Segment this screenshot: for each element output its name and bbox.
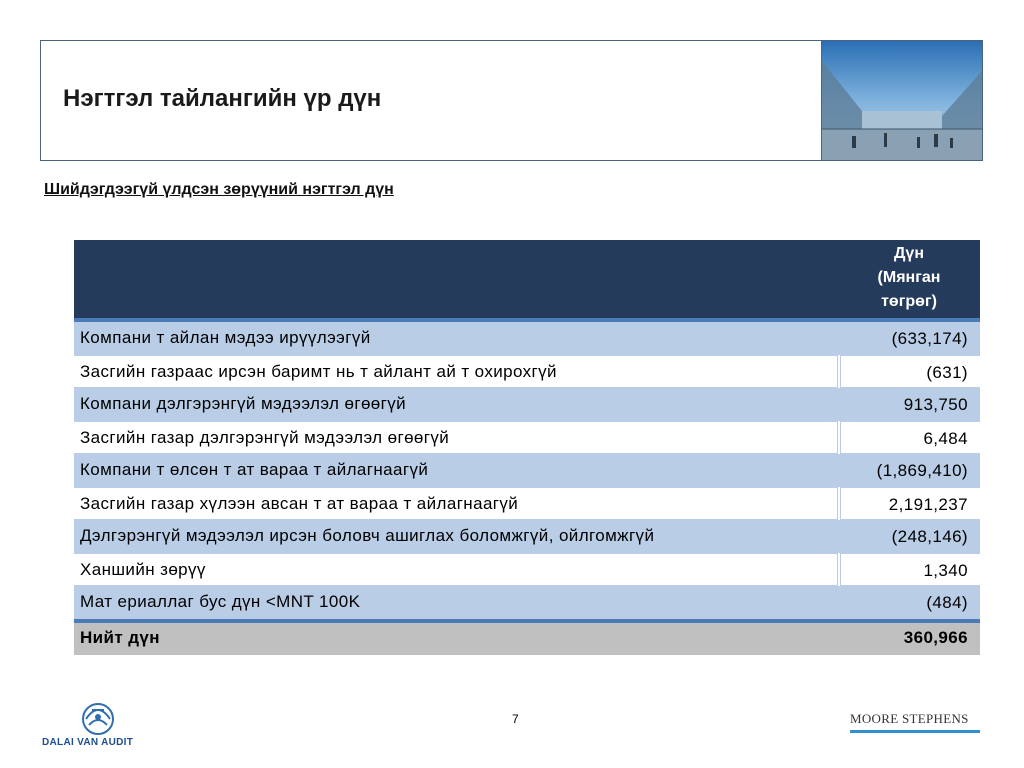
row-value: (631) xyxy=(840,355,980,388)
row-label: Ханшийн зөрүү xyxy=(74,553,838,586)
row-value: (1,869,410) xyxy=(840,454,980,487)
table-row xyxy=(74,454,980,487)
row-value: (633,174) xyxy=(840,322,980,355)
row-label: Дэлгэрэнгүй мэдээлэл ирсэн боловч ашиглах боломжгүй, ойлгомжгүй xyxy=(74,520,840,553)
emblem-icon xyxy=(42,697,154,737)
skyline-photo xyxy=(821,41,982,160)
row-value: 913,750 xyxy=(840,388,980,421)
row-label: Засгийн газар хүлээн авсан т ат вараа т айлагнаагүй xyxy=(74,487,838,520)
total-label: Нийт дүн xyxy=(74,623,840,655)
row-value: 1,340 xyxy=(840,553,980,586)
table-row xyxy=(74,322,980,355)
amount-header-line: төгрөг) xyxy=(881,293,937,310)
slide-title: Нэгтгэл тайлангийн үр дүн xyxy=(63,85,382,112)
table-row xyxy=(74,421,980,454)
logo-underline xyxy=(850,730,980,733)
page-number: 7 xyxy=(512,712,519,726)
table-row xyxy=(74,553,980,586)
table-row xyxy=(74,487,980,520)
row-value: 6,484 xyxy=(840,421,980,454)
row-value: 2,191,237 xyxy=(840,487,980,520)
table-row xyxy=(74,586,980,619)
row-label: Компани т айлан мэдээ ирүүлээгүй xyxy=(74,322,840,355)
row-value: (248,146) xyxy=(840,520,980,553)
dalai-van-audit-logo xyxy=(42,697,154,751)
amount-header-line: Дүн xyxy=(894,245,924,262)
row-label: Засгийн газраас ирсэн баримт нь т айлант ай т охирохгүй xyxy=(74,355,838,388)
table-row xyxy=(74,520,980,553)
row-label: Компани дэлгэрэнгүй мэдээлэл өгөөгүй xyxy=(74,388,840,421)
total-value: 360,966 xyxy=(840,623,980,655)
amount-header-line: (Мянган xyxy=(877,269,941,286)
row-value: (484) xyxy=(840,586,980,619)
table-row xyxy=(74,388,980,421)
amount-column-header xyxy=(838,242,980,314)
right-logo-text: MOORE STEPHENS xyxy=(850,711,969,726)
section-subtitle: Шийдэгдээгүй үлдсэн зөрүүний нэгтгэл дүн xyxy=(44,181,394,198)
table-header xyxy=(74,240,980,318)
discrepancy-table xyxy=(74,240,980,655)
left-logo-text: DALAI VAN AUDIT xyxy=(42,737,134,748)
title-banner xyxy=(40,40,983,161)
row-label: Мат ериаллаг бус дүн <MNT 100K xyxy=(74,586,840,619)
row-label: Засгийн газар дэлгэрэнгүй мэдээлэл өгөөгүй xyxy=(74,421,838,454)
total-row xyxy=(74,623,980,655)
table-row xyxy=(74,355,980,388)
row-label: Компани т өлсөн т ат вараа т айлагнаагүй xyxy=(74,454,840,487)
moore-stephens-logo xyxy=(850,711,980,733)
